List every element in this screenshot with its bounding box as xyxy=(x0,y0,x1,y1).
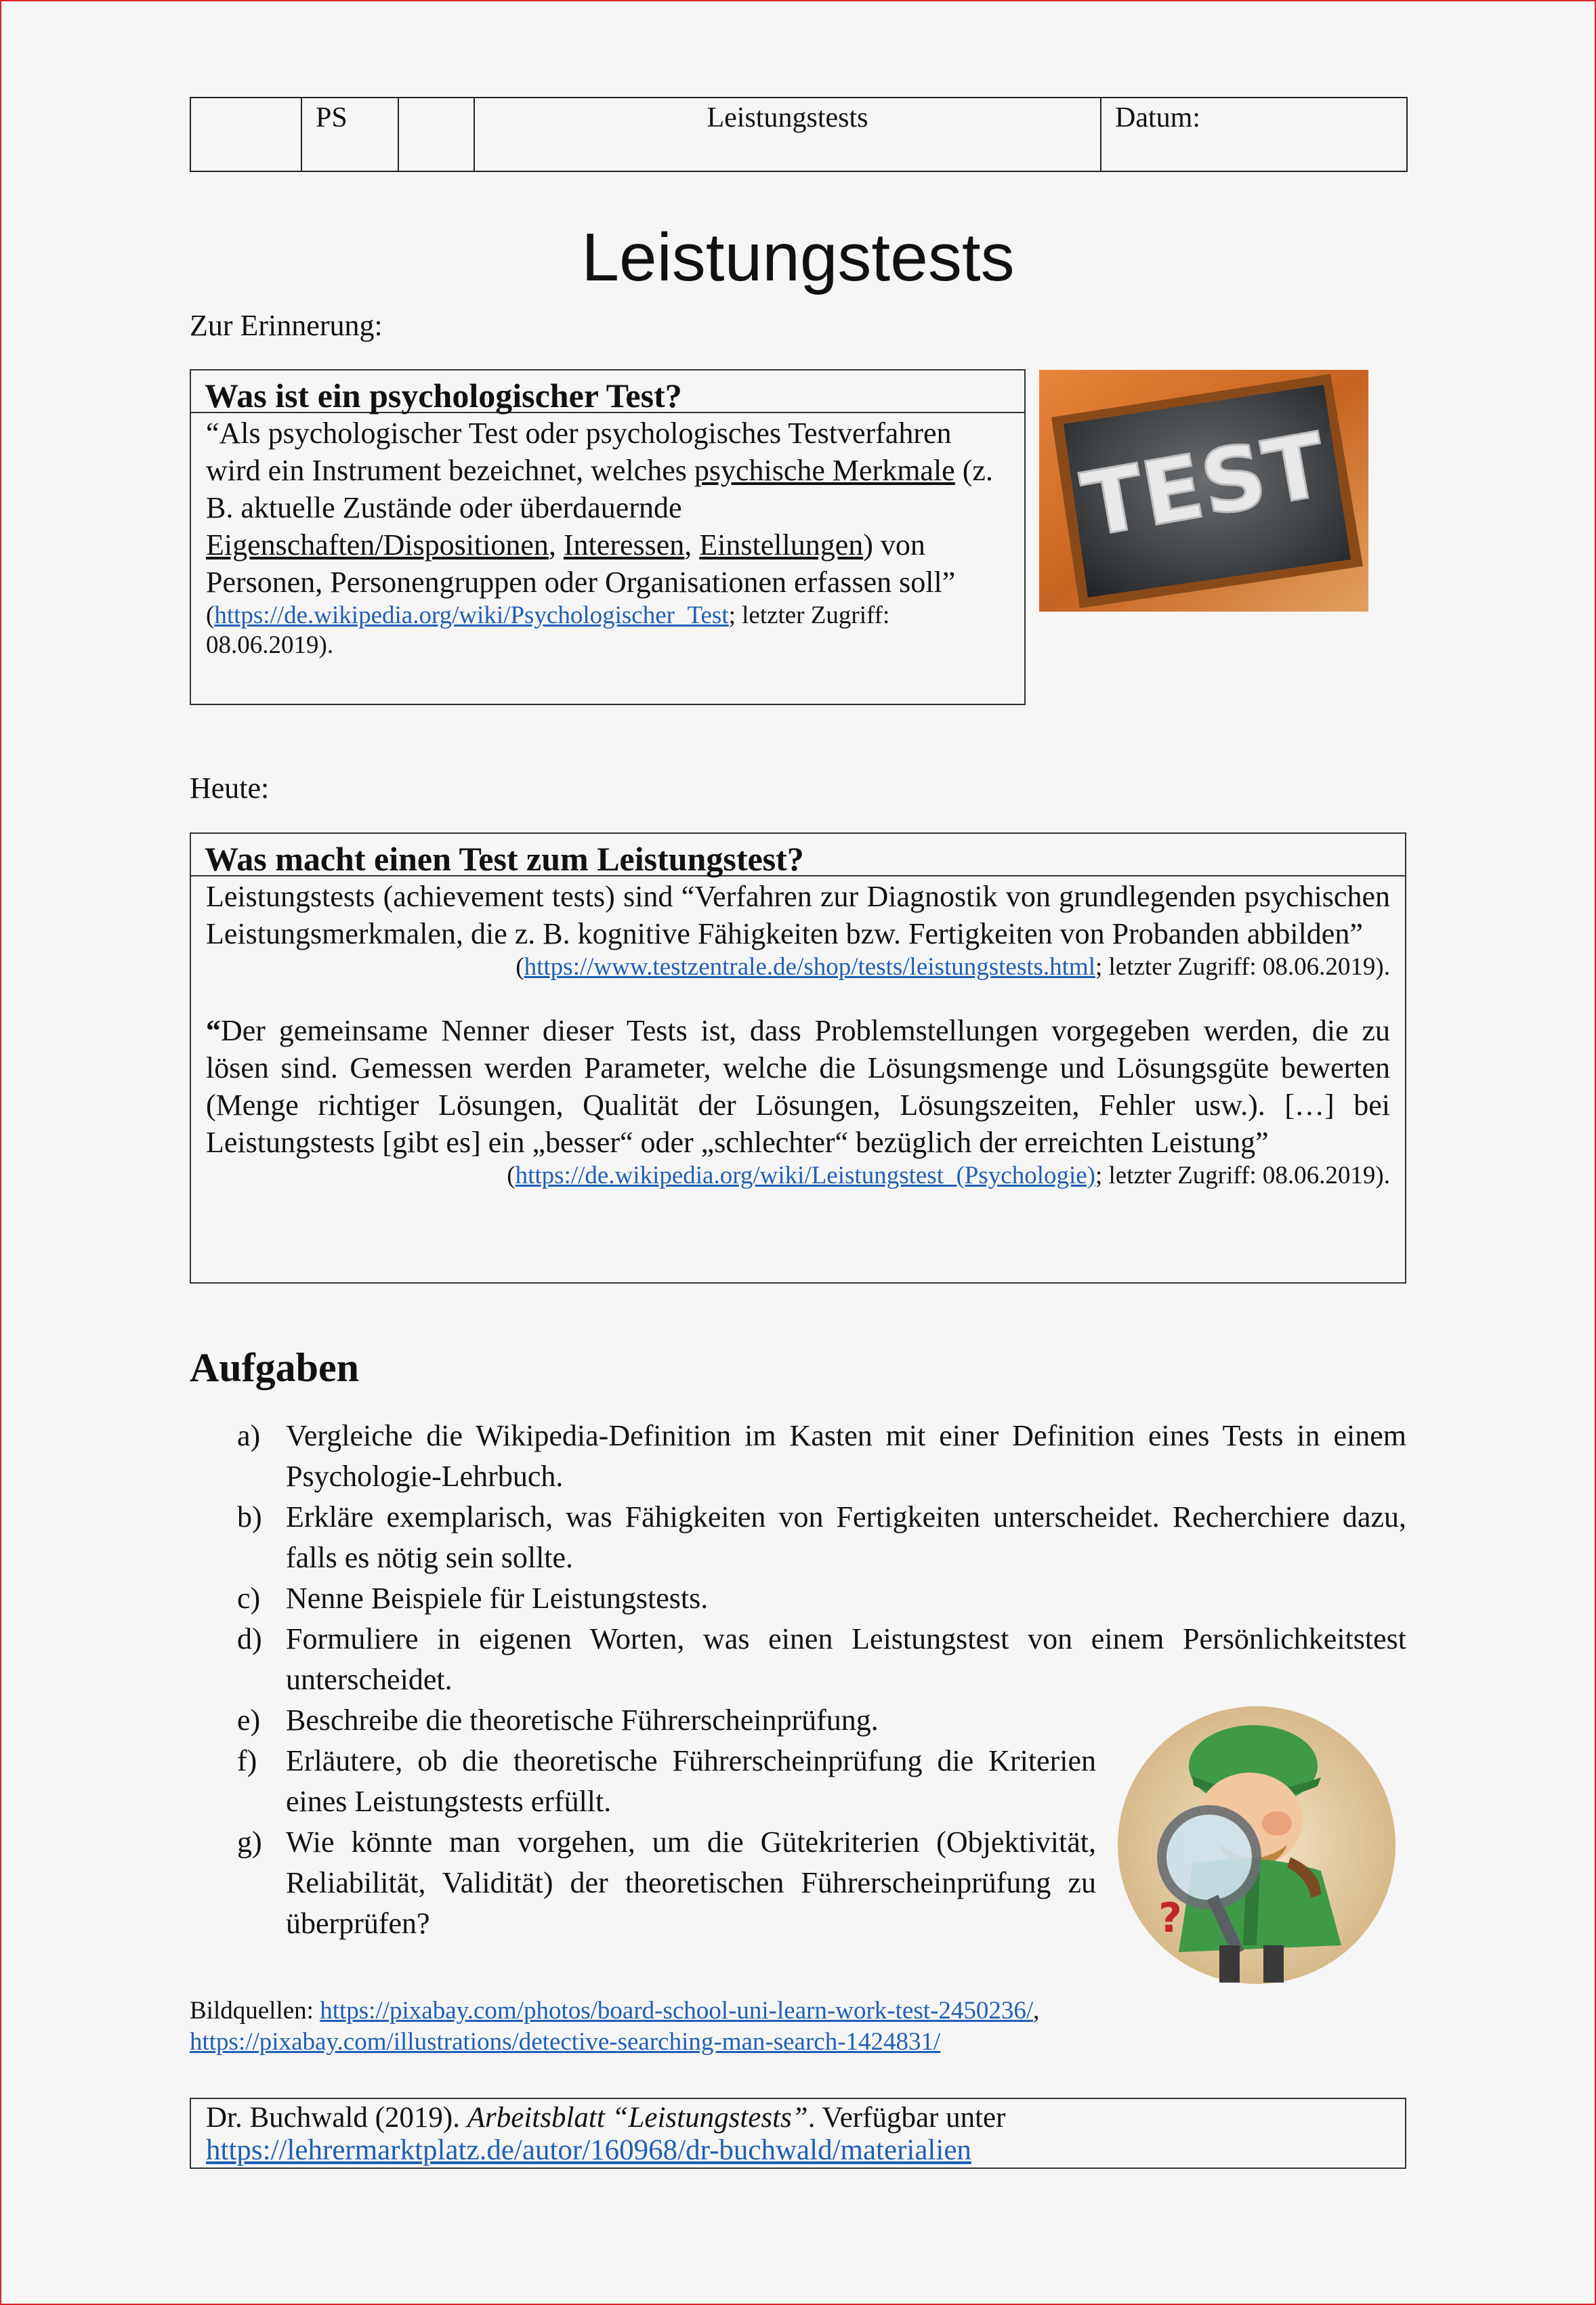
pixabay-detective-link[interactable]: https://pixabay.com/illustrations/detective-searching-man-search-1424831/ xyxy=(190,2028,941,2056)
task-text: Wie könnte man vorgehen, um die Gütekriterien (Objektivität, Reliabilität, Validität) der theoretischen Führerscheinprüfung zu überprüfen? xyxy=(286,1825,1096,1940)
definition-box xyxy=(190,369,1026,705)
spacer xyxy=(206,982,1390,1012)
header-cell-blank-2 xyxy=(398,98,474,171)
sources-label: Bildquellen: xyxy=(190,1997,320,2025)
detective-illustration xyxy=(1118,1701,1404,1996)
definition-citation xyxy=(206,601,1009,660)
task-item xyxy=(190,1497,1406,1578)
header-cell-topic: Leistungstests xyxy=(474,98,1101,171)
tasks-heading: Aufgaben xyxy=(190,1345,360,1390)
task-item xyxy=(190,1700,1096,1741)
task-marker: d) xyxy=(237,1622,262,1655)
achievement-quote-text: Der gemeinsame Nenner dieser Tests ist, dass Problemstellungen vorgegeben werden, die zu lösen sind. Gemessen werden Parameter, welche die Lösungsmenge und Lösungsgüte bewerten (Menge richtiger Lösungen, Qualität der Lösungen, Lösungszeiten, Fehler usw.). […] bei Leistungstests [gibt es] ein „besser“ oder „schlechter“ bezüglich der erreichten Leistung” xyxy=(206,1014,1390,1159)
footer-work-title: Arbeitsblatt “Leistungstests” xyxy=(467,2102,808,2134)
task-marker: c) xyxy=(237,1582,261,1615)
pixabay-chalkboard-link[interactable]: https://pixabay.com/photos/board-school-uni-learn-work-test-2450236/ xyxy=(320,1997,1034,2025)
today-label: Heute: xyxy=(190,771,270,805)
wikipedia-leistungstest-link[interactable]: https://de.wikipedia.org/wiki/Leistungstest_(Psychologie) xyxy=(515,1162,1095,1189)
task-text: Vergleiche die Wikipedia-Definition im Kasten mit einer Definition eines Tests in einem Psychologie-Lehrbuch. xyxy=(286,1419,1406,1493)
achievement-definition: Leistungstests (achievement tests) sind “Verfahren zur Diagnostik von grundlegenden psychischen Leistungsmerkmalen, die z. B. kognitive Fähigkeiten bzw. Fertigkeiten von Probanden abbilden” xyxy=(206,880,1390,950)
lehrermarktplatz-link[interactable]: https://lehrermarktplatz.de/autor/160968/dr-buchwald/materialien xyxy=(206,2134,971,2166)
definition-box-body xyxy=(191,413,1024,666)
achievement-box xyxy=(190,832,1406,1284)
task-item xyxy=(190,1822,1096,1944)
task-item xyxy=(190,1741,1096,1822)
footer-availability: . Verfügbar unter xyxy=(807,2102,1006,2134)
task-marker: e) xyxy=(237,1704,261,1737)
task-item xyxy=(190,1416,1406,1497)
header-cell-course: PS xyxy=(301,98,398,171)
citation-text: ( xyxy=(507,1162,516,1189)
citation-text: ; letzter Zugriff: 08.06.2019). xyxy=(206,601,890,659)
task-marker: a) xyxy=(237,1419,261,1452)
sources-separator: , xyxy=(1033,1997,1040,2025)
opening-quote: “ xyxy=(206,1014,221,1047)
definition-text: , xyxy=(548,528,564,562)
svg-text:?: ? xyxy=(1158,1895,1182,1942)
wikipedia-test-link[interactable]: https://de.wikipedia.org/wiki/Psychologischer_Test xyxy=(214,601,729,629)
definition-box-title: Was ist ein psychologischer Test? xyxy=(191,371,1024,413)
task-text: Formuliere in eigenen Worten, was einen Leistungstest von einem Persönlichkeitstest unterscheidet. xyxy=(286,1622,1406,1696)
header-cell-blank-1 xyxy=(190,98,301,171)
task-text: Erläutere, ob die theoretische Führerscheinprüfung die Kriterien eines Leistungstests erfüllt. xyxy=(286,1744,1096,1818)
task-marker: g) xyxy=(237,1825,262,1859)
footer-author: Dr. Buchwald (2019). xyxy=(206,2102,467,2134)
term-psychische-merkmale: psychische Merkmale xyxy=(694,454,955,487)
citation-text: ( xyxy=(206,601,215,629)
citation-text: ; letzter Zugriff: 08.06.2019). xyxy=(1095,953,1390,981)
achievement-quote xyxy=(206,1012,1390,1161)
definition-text: (z. B. aktuelle Zustände oder überdauernde xyxy=(206,454,993,524)
header-table xyxy=(190,97,1408,172)
achievement-box-body xyxy=(191,876,1405,1196)
task-item xyxy=(190,1619,1406,1700)
task-text: Nenne Beispiele für Leistungstests. xyxy=(286,1582,709,1615)
task-marker: b) xyxy=(237,1500,262,1534)
citation-text: ; letzter Zugriff: 08.06.2019). xyxy=(1095,1162,1390,1189)
task-text: Erkläre exemplarisch, was Fähigkeiten von Fertigkeiten unterscheidet. Recherchiere dazu, falls es nötig sein sollte. xyxy=(286,1500,1406,1574)
task-text: Beschreibe die theoretische Führerscheinprüfung. xyxy=(286,1704,879,1737)
citation-text: ( xyxy=(516,953,524,981)
testzentrale-link[interactable]: https://www.testzentrale.de/shop/tests/leistungstests.html xyxy=(524,953,1095,981)
definition-text: , xyxy=(684,528,700,562)
achievement-box-title: Was macht einen Test zum Leistungstest? xyxy=(191,834,1405,876)
test-chalk-text: TEST xyxy=(1074,413,1333,557)
page-title: Leistungstests xyxy=(581,219,1015,295)
definition-text: ) von Personen, Personengruppen oder Organisationen erfassen soll” xyxy=(206,528,956,599)
task-item xyxy=(190,1578,1406,1619)
term-einstellungen: Einstellungen xyxy=(699,528,864,562)
test-chalkboard-image xyxy=(1039,370,1368,612)
tasks-list-narrow xyxy=(190,1700,1096,1944)
term-eigenschaften: Eigenschaften/Dispositionen xyxy=(206,528,549,562)
definition-text: “Als psychologischer Test oder psychologisches Testverfahren wird ein Instrument bezeichnet, welches xyxy=(206,417,952,487)
wikipedia-leistungstest-citation xyxy=(206,1161,1390,1191)
footer-attribution-box xyxy=(190,2098,1406,2169)
task-marker: f) xyxy=(237,1744,257,1777)
term-interessen: Interessen xyxy=(563,528,685,562)
testzentrale-citation xyxy=(206,952,1390,982)
image-sources xyxy=(190,1995,1409,2058)
header-cell-date: Datum: xyxy=(1101,98,1407,171)
reminder-label: Zur Erinnerung: xyxy=(190,309,383,342)
tasks-list-wide xyxy=(190,1416,1406,1700)
